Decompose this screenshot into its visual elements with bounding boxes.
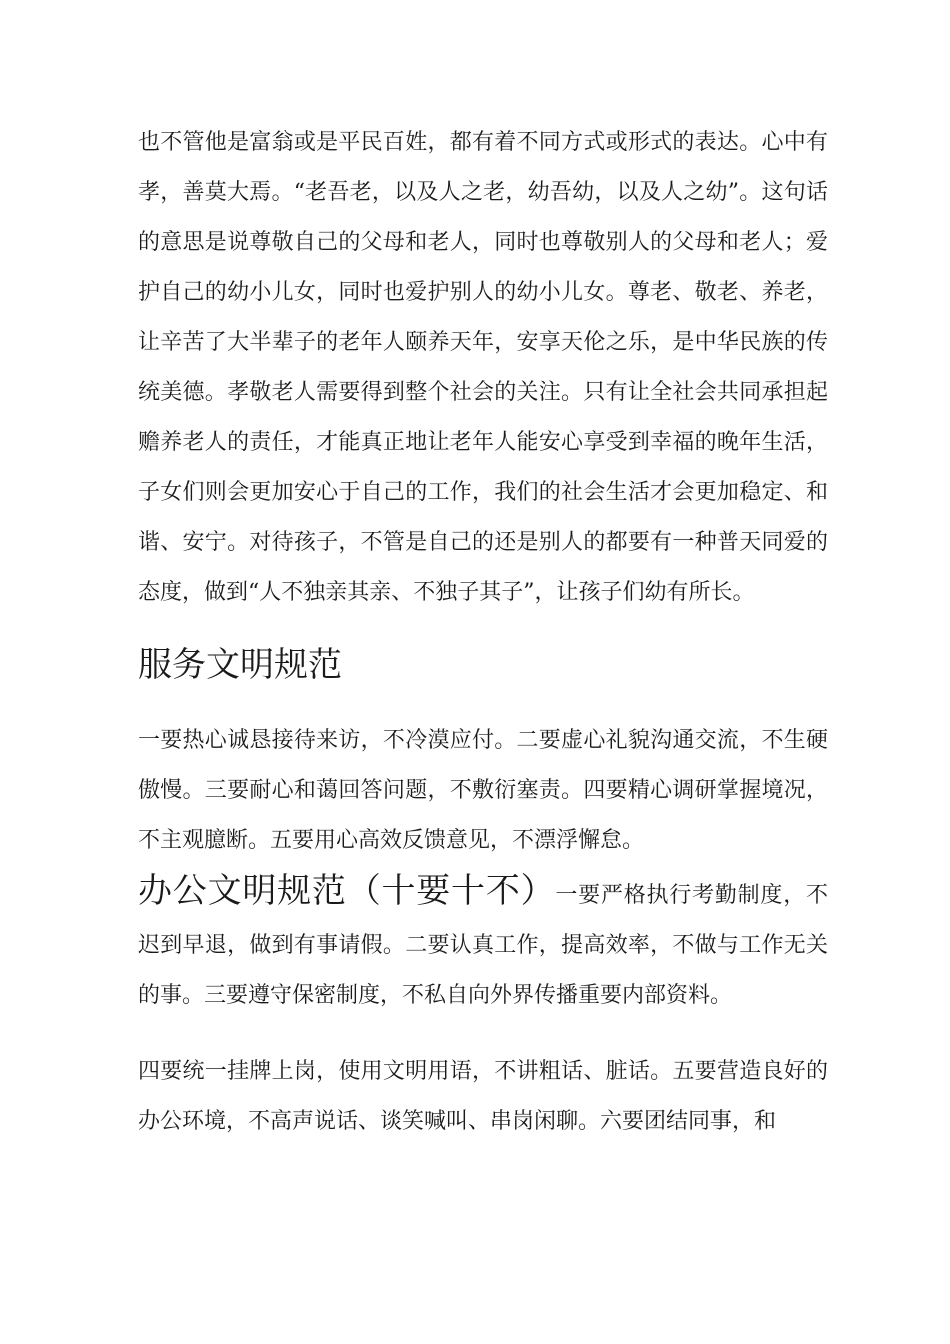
paragraph-service-standards: 一要热心诚恳接待来访，不冷漠应付。二要虚心礼貌沟通交流，不生硬傲慢。三要耐心和蔼回答问题，不敷衍塞责。四要精心调研掌握境况，不主观臆断。五要用心高效反馈意见，不漂浮懈怠。 — [138, 728, 828, 853]
paragraph-office-standards-intro — [138, 866, 828, 1021]
paragraph-filial-piety: 也不管他是富翁或是平民百姓，都有着不同方式或形式的表达。心中有孝，善莫大焉。“老吾老，以及人之老，幼吾幼，以及人之幼”。这句话的意思是说尊敬自己的父母和老人，同时也尊敬别人的父母和老人；爱护自己的幼小儿女，同时也爱护别人的幼小儿女。尊老、敬老、养老，让辛苦了大半辈子的老年人颐养天年，安享天伦之乐，是中华民族的传统美德。孝敬老人需要得到整个社会的关注。只有让全社会共同承担起赡养老人的责任，才能真正地让老年人能安心享受到幸福的晚年生活，子女们则会更加安心于自己的工作，我们的社会生活才会更加稳定、和谐、安宁。对待孩子，不管是自己的还是别人的都要有一种普天同爱的态度，做到“人不独亲其亲、不独子其子”，让孩子们幼有所长。 — [138, 130, 828, 605]
paragraph-office-standards-text: 一要严格执行考勤制度，不迟到早退，做到有事请假。二要认真工作，提高效率，不做与工作无关的事。三要遵守保密制度，不私自向外界传播重要内部资料。 — [138, 883, 828, 1008]
heading-service-standards: 服务文明规范 — [138, 645, 342, 685]
paragraph-office-standards-continued: 四要统一挂牌上岗，使用文明用语，不讲粗话、脏话。五要营造良好的办公环境，不高声说话、谈笑喊叫、串岗闲聊。六要团结同事，和 — [138, 1059, 828, 1134]
heading-office-standards: 办公文明规范（十要十不） — [138, 871, 556, 911]
document-page — [138, 118, 828, 1147]
